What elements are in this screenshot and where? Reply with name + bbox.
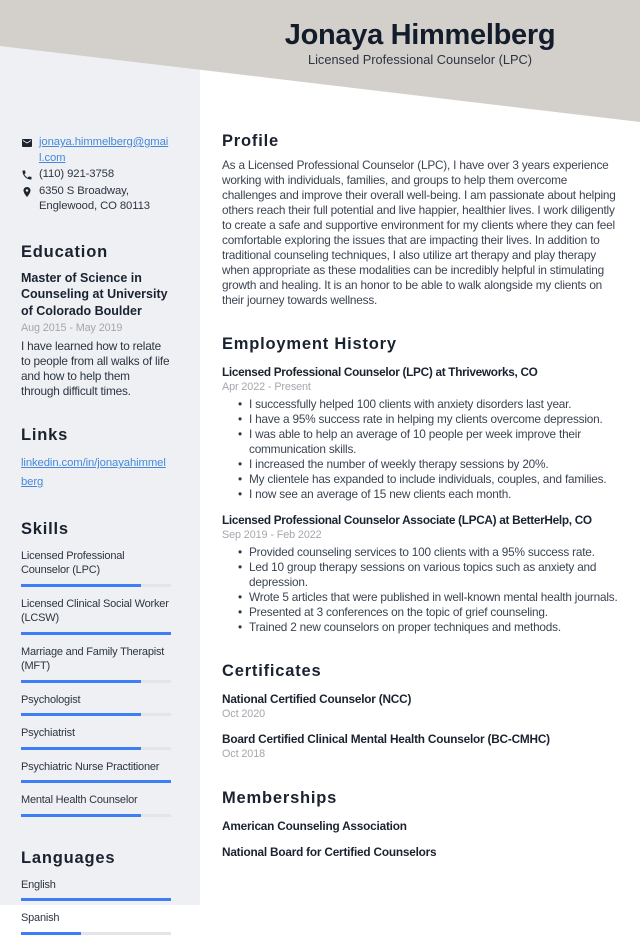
skill-name: Licensed Clinical Social Worker (LCSW) [21,597,169,625]
job-title: Licensed Professional Counselor Associate (LPCA) at BetterHelp, CO [222,513,592,527]
bullet-item: • I now see an average of 15 new clients each month. [249,487,622,502]
contact-phone-row [21,167,171,183]
certificates-heading: Certificates [222,662,322,680]
skill-item [21,549,171,587]
language-name: English [21,878,56,891]
skill-item [21,597,171,635]
skill-bar-track [21,584,171,587]
job-bullet-list [222,397,622,502]
bullet-item: • I successfully helped 100 clients with anxiety disorders last year. [249,397,622,412]
skill-bar-track [21,713,171,716]
certificate-date: Oct 2020 [222,708,266,720]
bullet-item: • I increased the number of weekly therapy sessions by 20%. [249,457,622,472]
skill-bar-fill [21,713,141,716]
bullet-item: • Presented at 3 conferences on the topic of grief counseling. [249,605,622,620]
skill-item [21,645,171,683]
skill-name: Psychiatrist [21,727,75,740]
bullet-item: • Led 10 group therapy sessions on various topics such as anxiety and depression. [249,560,622,590]
skill-name: Psychologist [21,693,81,706]
membership-name: American Counseling Association [222,819,407,833]
skill-name: Marriage and Family Therapist (MFT) [21,645,165,673]
address-line2: Englewood, CO 80113 [39,200,150,213]
skill-item [21,726,171,750]
job-title: Licensed Professional Counselor (LPC) at Thriveworks, CO [222,365,538,379]
skill-bar-track [21,632,171,635]
education-heading: Education [21,242,108,261]
skill-bar-track [21,680,171,683]
skill-bar-fill [21,680,141,683]
bullet-item: • Provided counseling services to 100 clients with a 95% success rate. [249,545,622,560]
contact-email-row [21,135,171,166]
profile-heading: Profile [222,132,279,150]
language-item [21,878,171,902]
profile-text: As a Licensed Professional Counselor (LPC), I have over 3 years experience working with individuals, families, and groups to help them overcome challenges and improve their overall well-being. I am passionate about helping others reach their full potential and live happier, healthier lives. I work diligently to create a safe and supportive environment for my clients where they can feel comfortable exploring the issues that are impacting their lives. In addition to traditional counseling techniques, I also utilize art therapy and play therapy when appropriate as these modalities can be incredibly helpful in stimulating growth and healing. It is an honor to be able to walk alongside my clients on their journey towards wellness. [222,158,616,307]
skill-bar-fill [21,584,141,587]
links-heading: Links [21,426,69,445]
language-bar-fill [21,932,81,935]
skill-bar-track [21,814,171,817]
job-dates: Apr 2022 - Present [222,381,311,393]
employment-heading: Employment History [222,335,397,353]
education-degree: Master of Science in Counseling at University of Colorado Boulder [21,270,168,318]
skill-name: Mental Health Counselor [21,794,138,807]
languages-heading: Languages [21,848,116,867]
skill-item [21,793,171,817]
sidebar [0,40,200,925]
contact-address-row [21,184,171,215]
certificate-name: Board Certified Clinical Mental Health Counselor (BC-CMHC) [222,732,550,746]
bullet-item: • Wrote 5 articles that were published in well-known mental health journals. [249,590,622,605]
links-item [21,453,171,490]
skill-item [21,693,171,717]
bullet-item: • I was able to help an average of 10 people per week improve their communication skills. [249,427,622,457]
bullet-item: • I have a 95% success rate in helping my clients overcome depression. [249,412,622,427]
address [39,184,150,215]
skill-bar-track [21,780,171,783]
language-name: Spanish [21,912,60,925]
education-description: I have learned how to relate to people from all walks of life and how to help them through difficult times. [21,339,170,399]
skill-bar-track [21,747,171,750]
membership-name: National Board for Certified Counselors [222,845,437,859]
bullet-item: • Trained 2 new counselors on proper techniques and methods. [249,620,622,635]
bullet-item: • My clientele has expanded to include individuals, couples, and families. [249,472,622,487]
job-bullet-list [222,545,622,635]
person-title: Licensed Professional Counselor (LPC) [307,52,533,67]
linkedin-link[interactable]: linkedin.com/in/jonayahimmelberg [21,457,166,489]
job-dates: Sep 2019 - Feb 2022 [222,529,322,541]
location-pin-icon [21,184,39,198]
phone-icon [21,167,39,181]
skill-bar-fill [21,747,141,750]
skills-heading: Skills [21,519,69,538]
phone-number: (110) 921-3758 [39,168,115,181]
language-bar-track [21,932,171,935]
language-item [21,911,171,935]
certificate-date: Oct 2018 [222,748,266,760]
language-bar-track [21,898,171,901]
education-dates: Aug 2015 - May 2019 [21,322,123,335]
skill-bar-fill [21,814,141,817]
person-name: Jonaya Himmelberg [284,19,556,51]
language-bar-fill [21,898,171,901]
main-column [200,0,640,860]
memberships-heading: Memberships [222,789,338,807]
certificate-name: National Certified Counselor (NCC) [222,692,412,706]
skill-bar-fill [21,632,171,635]
skill-item [21,760,171,784]
email-link[interactable]: jonaya.himmelberg@gmail.com [39,136,169,164]
skill-name: Psychiatric Nurse Practitioner [21,760,160,773]
skill-bar-fill [21,780,171,783]
address-line1: 6350 S Broadway, [39,184,129,197]
header [200,18,640,68]
skill-name: Licensed Professional Counselor (LPC) [21,549,125,577]
email-icon [21,135,39,149]
